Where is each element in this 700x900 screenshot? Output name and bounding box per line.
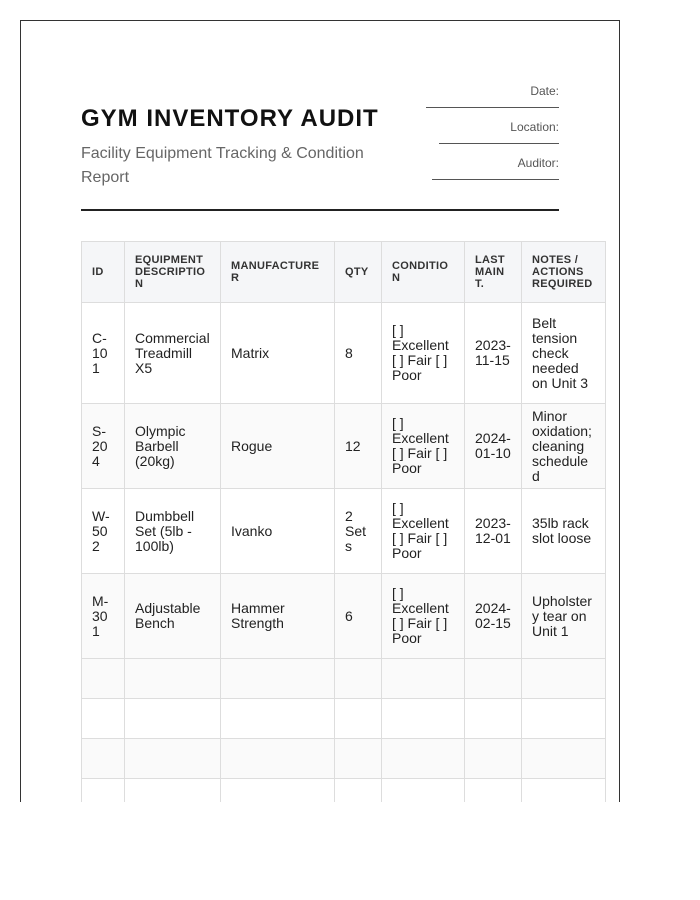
blank-cell[interactable] [465, 739, 522, 779]
blank-cell[interactable] [335, 659, 382, 699]
blank-cell[interactable] [221, 659, 335, 699]
cell-qty: 12 [335, 404, 382, 489]
table-row [82, 489, 606, 574]
blank-cell[interactable] [335, 739, 382, 779]
blank-cell[interactable] [82, 659, 125, 699]
blank-cell[interactable] [125, 659, 221, 699]
cell-manufacturer: Matrix [221, 303, 335, 404]
blank-cell[interactable] [465, 779, 522, 803]
blank-cell[interactable] [382, 739, 465, 779]
blank-cell[interactable] [335, 699, 382, 739]
cell-last-maint: 2024-02-15 [465, 574, 522, 659]
blank-cell[interactable] [125, 739, 221, 779]
cell-manufacturer: Hammer Strength [221, 574, 335, 659]
cell-last-maint: 2023-11-15 [465, 303, 522, 404]
blank-cell[interactable] [382, 779, 465, 803]
blank-cell[interactable] [382, 659, 465, 699]
cell-last-maint: 2024-01-10 [465, 404, 522, 489]
blank-cell[interactable] [221, 779, 335, 803]
cell-notes: 35lb rack slot loose [522, 489, 606, 574]
blank-cell[interactable] [522, 739, 606, 779]
auditor-field[interactable] [432, 156, 559, 180]
blank-cell[interactable] [221, 739, 335, 779]
blank-table-row[interactable] [82, 779, 606, 803]
cell-qty: 8 [335, 303, 382, 404]
column-header-last-maint: LAST MAINT. [465, 242, 522, 303]
blank-cell[interactable] [522, 779, 606, 803]
blank-cell[interactable] [82, 779, 125, 803]
column-header-manufacturer: MANUFACTURER [221, 242, 335, 303]
blank-table-row[interactable] [82, 659, 606, 699]
cell-notes: Minor oxidation; cleaning scheduled [522, 404, 606, 489]
table-row [82, 303, 606, 404]
cell-qty: 6 [335, 574, 382, 659]
cell-notes: Upholstery tear on Unit 1 [522, 574, 606, 659]
date-field[interactable] [426, 84, 559, 108]
cell-description: Commercial Treadmill X5 [125, 303, 221, 404]
cell-condition[interactable]: [ ] Excellent [ ] Fair [ ] Poor [382, 404, 465, 489]
table-header-row [82, 242, 606, 303]
cell-id: M-301 [82, 574, 125, 659]
blank-cell[interactable] [522, 699, 606, 739]
blank-cell[interactable] [382, 699, 465, 739]
blank-cell[interactable] [522, 659, 606, 699]
cell-description: Olympic Barbell (20kg) [125, 404, 221, 489]
date-label: Date: [530, 84, 559, 98]
audit-sheet [20, 20, 620, 802]
blank-cell[interactable] [125, 779, 221, 803]
page-title: GYM INVENTORY AUDIT [81, 105, 379, 132]
inventory-table [81, 241, 606, 802]
column-header-notes: NOTES / ACTIONS REQUIRED [522, 242, 606, 303]
cell-condition[interactable]: [ ] Excellent [ ] Fair [ ] Poor [382, 303, 465, 404]
header-divider [81, 209, 559, 211]
page-subtitle: Facility Equipment Tracking & Condition Report [81, 145, 364, 186]
cell-notes: Belt tension check needed on Unit 3 [522, 303, 606, 404]
cell-condition[interactable]: [ ] Excellent [ ] Fair [ ] Poor [382, 489, 465, 574]
blank-table-row[interactable] [82, 739, 606, 779]
blank-table-row[interactable] [82, 699, 606, 739]
blank-cell[interactable] [465, 659, 522, 699]
cell-last-maint: 2023-12-01 [465, 489, 522, 574]
cell-qty: 2 Sets [335, 489, 382, 574]
cell-manufacturer: Ivanko [221, 489, 335, 574]
location-label: Location: [510, 120, 559, 134]
blank-cell[interactable] [335, 779, 382, 803]
blank-cell[interactable] [82, 739, 125, 779]
cell-condition[interactable]: [ ] Excellent [ ] Fair [ ] Poor [382, 574, 465, 659]
cell-manufacturer: Rogue [221, 404, 335, 489]
blank-cell[interactable] [465, 699, 522, 739]
cell-description: Dumbbell Set (5lb - 100lb) [125, 489, 221, 574]
table-row [82, 574, 606, 659]
column-header-condition: CONDITION [382, 242, 465, 303]
location-field[interactable] [439, 120, 559, 144]
blank-cell[interactable] [125, 699, 221, 739]
table-row [82, 404, 606, 489]
column-header-description: EQUIPMENT DESCRIPTION [125, 242, 221, 303]
cell-id: W-502 [82, 489, 125, 574]
auditor-label: Auditor: [517, 156, 559, 170]
column-header-id: ID [82, 242, 125, 303]
blank-cell[interactable] [82, 699, 125, 739]
cell-description: Adjustable Bench [125, 574, 221, 659]
cell-id: C-101 [82, 303, 125, 404]
column-header-qty: QTY [335, 242, 382, 303]
cell-id: S-204 [82, 404, 125, 489]
blank-cell[interactable] [221, 699, 335, 739]
